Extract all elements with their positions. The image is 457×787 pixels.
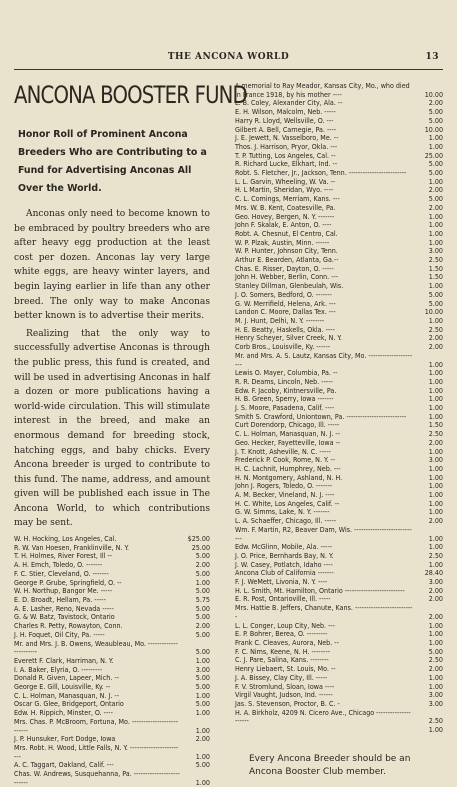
contribution-amount: 1.00 [195,577,210,587]
contribution-amount: 2.00 [428,185,443,195]
contribution-amount: 1.00 [428,681,443,691]
contribution-amount: 25.00 [191,542,210,552]
contributor-row [235,352,443,369]
contributor-name: John J. Rogers, Toledo, O. ------- [235,481,333,491]
page-number: 13 [425,52,439,62]
contributor-name: Thos. J. Harrison, Pryor, Okla. --- [235,141,338,151]
contributor-name: G. W. Merrifield, Helena, Ark. --- [235,298,336,308]
contribution-amount: 1.00 [428,725,443,735]
contribution-amount: 1.50 [428,263,443,273]
contributor-name: Lewis O. Mayer, Columbia, Pa. -- [235,368,338,378]
contribution-amount: 1.00 [428,559,443,569]
contributor-name: L. L. Garvin, Wheeling, W. Va. -- [235,176,336,186]
contributor-name: C. L. Holman, Manasquan, N. J. -- [235,429,340,439]
contribution-amount: 3.00 [195,664,210,674]
contributor-row [235,726,443,735]
contributor-name: Virgil Vaught, Judson, Ind. ------ [235,690,333,700]
contributor-name: F. J. WeMett, Livonia, N. Y. ---- [235,577,328,587]
contributor-name: J. O. Somers, Bedford, O. ------- [235,289,332,299]
contributor-name: T. H. Holmes, River Forest, Ill -- [14,551,113,561]
contribution-amount: 1.00 [428,228,443,238]
contribution-amount: 3.00 [428,455,443,465]
contribution-amount: 1.00 [428,542,443,552]
contribution-amount: 1.00 [428,638,443,647]
contributor-name: J. T. Knott, Asheville, N. C. ----- [235,446,331,456]
contribution-amount: 2.00 [428,664,443,674]
contribution-amount: 2.00 [428,202,443,212]
contributor-name: Mrs. W. B. Kent, Coatesville, Pa. [235,202,336,212]
contribution-amount: 2.00 [195,734,210,744]
contribution-amount: 5.00 [428,115,443,125]
contributor-name: H. E. Beatty, Haskells, Okla. ---- [235,324,335,334]
contribution-amount: 2.00 [195,621,210,631]
contribution-amount: 1.00 [428,403,443,413]
contribution-amount: 1.50 [428,272,443,282]
contributor-name: Mrs. Hattie B. Jeffers, Chanute, Kans. -------------------------- [235,603,413,621]
contributor-name: R. W. Van Hoesen, Franklinville, N. Y. [14,542,129,552]
contributor-name: Ancona Club of California ------- [235,568,334,578]
contributor-name: Edw. H. Rippich, Minster, O. ---- [14,708,113,718]
intro-paragraph-2: Realizing that the only way to successfully advertise Anconas is through the public press, this fund is created, and will be used in advertising Anconas in half a dozen or more publications having a world-wide circulation. This will stimulate interest in the breed, and make an enormous demand for breeding stock, hatching eggs, and baby chicks. Every Ancona breeder is urged to contribute to this fund. The name, address, and amount given will be published each issue in The Ancona World, to which contributions may be sent. [14,328,210,529]
contributor-row [14,718,210,735]
contribution-amount: 2.00 [195,560,210,570]
contribution-amount: 3.00 [428,577,443,587]
contributor-name: J. W. Casey, Potlatch, Idaho ---- [235,559,333,569]
contribution-amount: 1.00 [195,690,210,700]
contributor-name: R. Richard Lucke, Elkhart, Ind. -- [235,159,338,169]
contributor-row [235,604,443,621]
header-rule [14,69,443,70]
contribution-amount: 1.00 [428,237,443,247]
contribution-amount: 1.00 [428,220,443,230]
contribution-amount: 25.00 [424,150,443,160]
contributor-name: Geo. Hovey, Bergen, N. Y. ------- [235,211,335,221]
contributor-name: M. J. Hunt, Delhi, N. Y. -------- [235,315,325,325]
contribution-amount: 1.00 [195,708,210,718]
contribution-amount: 2.00 [428,437,443,447]
contributor-name: W. H. Northup, Bangor Me. ----- [14,586,113,596]
contribution-amount: 1.00 [428,490,443,500]
contributor-name: Henry Liebaert, St. Louis, Mo. -- [235,664,336,674]
contribution-amount: 5.00 [428,107,443,117]
contributor-row [235,526,443,543]
contribution-amount: 2.00 [428,333,443,343]
contribution-amount: 5.00 [195,647,210,657]
contribution-amount: 3.00 [428,246,443,256]
contribution-amount: 1.00 [428,629,443,639]
contributor-name: H. A. Birkholz, 4209 N. Cicero Ave., Chicago --------------------- [235,707,411,726]
contribution-amount: 1.00 [428,281,443,291]
contribution-amount: 10.00 [424,89,443,99]
contribution-amount: 2.00 [428,594,443,604]
booster-club-note: Every Ancona Breeder should be an Ancona Booster Club member. [249,753,411,777]
contribution-amount: 2.50 [428,255,443,265]
fund-title: ANCONA BOOSTER FUND [14,81,247,109]
contributor-name: L. L. Conger, Loup City, Neb. --- [235,620,336,630]
contributor-name: L. A. Schaeffer, Chicago, Ill. ----- [235,516,337,526]
contribution-amount: 1.00 [428,481,443,491]
contributor-name: Smith S. Crawford, Uniontown, Pa. -------------------------- [235,411,407,421]
contribution-amount: 3.00 [428,690,443,700]
contribution-amount: 5.00 [428,168,443,178]
contributor-name: Charles R. Petty, Rowayton, Conn. [14,621,123,631]
contribution-amount: 5.00 [195,612,210,622]
contributor-name: A. M. Becker, Vineland, N. J. ---- [235,490,335,500]
contributor-name: Arthur E. Bearden, Atlanta, Ga.-- [235,255,339,265]
contributor-name: J. P. Hunsuker, Fort Dodge, Iowa [14,734,116,744]
contributor-name: E. D. Broadt, Hellam, Pa. ----- [14,594,106,604]
contribution-amount: 5.00 [195,682,210,692]
left-column [14,81,247,787]
contributor-name: Frederick P. Cook, Rome, N. Y. -- [235,455,336,465]
contributor-name: A memorial to Ray Meador, Kansas City, Mo., who died in France 1918, by his mother ---- [235,81,410,99]
contributor-name: Robt. A. Chesnut, El Centro, Cal. [235,228,338,238]
contribution-amount: 10.00 [424,124,443,134]
contribution-amount: 1.00 [428,394,443,404]
contributor-name: F. C. Nims, Keene, N. H. -------- [235,646,330,656]
contributor-name: C. L. Comings, Merriam, Kans. --- [235,194,340,204]
contributor-name: I. A. Baker, Elyria, O. --------- [14,664,103,674]
contributor-name: R. R. Deams, Lincoln, Neb. ----- [235,376,333,386]
contribution-amount: 1.00 [428,376,443,386]
contributor-name: J. E. Jewett, N. Vasselboro, Me. -- [235,133,339,143]
contributor-name: H. L Martin, Sheridan, Wyo. ---- [235,185,334,195]
contribution-amount: 5.00 [428,298,443,308]
contribution-amount: 2.00 [428,611,443,621]
contributor-name: Chas. E. Risser, Dayton, O. ----- [235,263,334,273]
contribution-amount: 5.00 [195,673,210,683]
contributor-name: C. L. Holman, Manasquan, N. J. -- [14,690,119,700]
contributor-name: John F. Skalak, E. Anton, O. ---- [235,220,332,230]
contribution-amount: 5.00 [428,194,443,204]
contribution-amount: 1.00 [428,368,443,378]
contributor-name: A. C. Taggart, Oakland, Calif. --- [14,760,114,770]
contributor-name: Donald R. Given, Lapeer, Mich. -- [14,673,119,683]
contribution-amount: 1.00 [428,176,443,186]
contribution-amount: 1.00 [428,359,443,369]
contribution-amount: 2.00 [428,516,443,526]
contributor-name: Chas. W. Andrews, Susquehanna, Pa. -------------------------- [14,769,180,787]
contributor-name: Oscar G. Glee, Bridgeport, Ontario [14,699,124,709]
contributor-name: Mr. and Mrs. J. B. Owens, Weaubleau, Mo. ----------------------- [14,638,178,657]
contribution-amount: 1.00 [428,463,443,473]
contributor-name: John H. Webber, Berlin, Conn. --- [235,272,339,282]
contributor-name: C. J. Pare, Salina, Kans. -------- [235,655,329,665]
contributor-name: H. B. Green, Sperry, Iowa ------- [235,394,334,404]
contribution-amount: 1.00 [195,725,210,735]
contribution-amount: 5.00 [195,699,210,709]
contribution-amount: 5.00 [428,646,443,656]
contributor-name: G. W. Simms, Lake, N. Y. ------- [235,507,330,517]
page-header [14,52,443,66]
contributor-name: H. C. White, Los Angeles, Calif. -- [235,498,340,508]
intro-paragraph-1: Anconas only need to become known to be embraced by poultry breeders who are after heavy egg production at the least cost per dozen. Anconas lay very large white eggs, are heavy winter layers, and begin laying earlier in life than any other breed. The only way to make Anconas better known is to advertise their merits. [14,209,210,322]
contributor-name: J. O. Price, Bernhards Bay, N. Y. [235,550,334,560]
contributor-name: Geo. Hecker, Fayetteville, Iowa -- [235,437,341,447]
contribution-amount: 5.00 [195,551,210,561]
contribution-amount: 2.50 [428,655,443,665]
contributor-row [14,744,210,761]
contributor-name: H. N. Montgomery, Ashland, N. H. [235,472,343,482]
contributor-name: George P. Grube, Springfield, O. -- [14,577,122,587]
contributor-name: Gilbert A. Bell, Carnegie, Pa. ---- [235,124,337,134]
contributor-name: T. P. Tutting, Los Angeles, Cal. -- [235,150,336,160]
contributor-name: J. S. Moore, Pasadena, Calif. ---- [235,403,335,413]
contribution-amount: 5.00 [195,760,210,770]
contributor-name: J. H. Foquet, Oil City, Pa. ----- [14,629,105,639]
contribution-amount: 1.00 [428,498,443,508]
contribution-amount: 5.00 [195,629,210,639]
contribution-amount: 2.00 [428,342,443,352]
contribution-amount: 1.00 [428,533,443,543]
contribution-amount: 1.00 [428,620,443,630]
contributor-name: Edw. F. Jacoby, Kintnersville, Pa. [235,385,337,395]
contribution-amount: 1.00 [428,141,443,151]
contribution-amount: 2.50 [428,324,443,334]
contributor-name: G. & W. Batz, Tavistock, Ontario [14,612,115,622]
contributor-name: Mrs. Chas. P. McBroom, Fortuna, Mo. -------------------------- [14,716,178,735]
contribution-amount: 10.00 [424,307,443,317]
contributor-name: E. H. Wilson, Malcolm, Neb. ----- [235,107,336,117]
right-column [235,82,443,779]
contribution-amount: 1.00 [428,472,443,482]
contributor-name: F. V. Stromlund, Sloan, Iowa ---- [235,681,335,691]
right-contributor-list [235,82,443,735]
contributor-name: Stanley Dillman, Glenbeulah, Wis. [235,281,344,291]
contribution-amount: 1.00 [428,133,443,143]
contributor-name: Wm. F. Martin, R2, Beaver Dam, Wis. ---------------------------- [235,524,412,543]
contributor-row [235,82,443,99]
left-contributor-list [14,535,210,787]
contributor-name: Landon C. Moore, Dallas Tex. --- [235,307,336,317]
contributor-name: W. P. Plzak, Austin, Minn. ------ [235,237,330,247]
contribution-amount: 2.50 [428,550,443,560]
contributor-name: L. B. Coley, Alexander City, Ala. -- [235,98,343,108]
contribution-amount: 1.00 [428,385,443,395]
contributor-row [14,761,210,770]
contributor-name: J. A. Bissey, Clay City, Ill. ----- [235,672,328,682]
contributor-row [14,640,210,657]
contributor-name: Jas. S. Stevenson, Proctor, B. C. - [235,698,340,708]
contributor-name: Robt. S. Fletcher, Jr., Jackson, Tenn. ------------------------- [235,168,407,178]
contribution-amount: 1.00 [428,411,443,421]
contribution-amount: 1.50 [428,420,443,430]
contribution-amount: 1.00 [195,655,210,665]
contribution-amount: 1.00 [195,751,210,761]
contributor-name: Frank C. Cleaves, Aurora, Neb. -- [235,638,339,647]
contribution-amount: 5.75 [195,594,210,604]
contributor-name: Everett F. Clark, Harriman, N. Y. [14,655,114,665]
contribution-amount: 5.00 [195,568,210,578]
contributor-name: A. H. Emch, Toledo, O. ------- [14,560,103,570]
contribution-amount: 2.00 [428,98,443,108]
publication-title: THE ANCONA WORLD [167,52,290,62]
contribution-amount: 2.50 [428,716,443,726]
contribution-amount: 1.00 [428,315,443,325]
contributor-name: Mrs. Robt. H. Wood, Little Falls, N. Y. ------------------------ [14,742,179,761]
honor-roll-subtitle: Honor Roll of Prominent Ancona Breeders Who are Contributing to a Fund for Advertising Anconas All Over the World. [18,129,207,194]
contributor-name: A. E. Lasher, Reno, Nevada ----- [14,603,114,613]
contributor-name: H. C. Lachnit, Humphrey, Neb. --- [235,463,341,473]
contributor-name: F. C. Stier, Cleveland, O. ------- [14,568,109,578]
contribution-amount: 1.00 [428,211,443,221]
contributor-name: Edw. McGlinn, Mobile, Ala. ----- [235,542,332,552]
contributor-name: Harry R. Lloyd, Wellsville, O. --- [235,115,334,125]
contribution-amount: 2.00 [428,585,443,595]
contribution-amount: 28.40 [424,568,443,578]
contributor-name: E. R. Post, Ontarioville, Ill. ----- [235,594,331,604]
contributor-row [14,770,210,787]
contributor-name: Curt Dorendorp, Chicago, Ill. ----- [235,420,340,430]
contribution-amount: 3.00 [428,698,443,708]
contribution-amount: $25.00 [187,534,210,544]
contributor-row [235,709,443,726]
contribution-amount: 5.00 [428,289,443,299]
contributor-name: Corb Bros., Louisville, Ky. ------ [235,342,331,352]
contribution-amount: 5.00 [195,603,210,613]
contributor-name: W. P. Hunter, Johnson City, Tenn. [235,246,338,256]
contribution-amount: 1.00 [428,672,443,682]
contributor-name: Henry Scheyer, Silver Creek, N. Y. [235,333,342,343]
contributor-name: Mr. and Mrs. A. S. Lautz, Kansas City, Mo. ---------------------- [235,350,413,369]
contribution-amount: 5.00 [195,586,210,596]
contribution-amount: 2.50 [428,429,443,439]
contribution-amount: 1.00 [428,446,443,456]
contributor-name: George E. Gill, Louisville, Ky. -- [14,682,111,692]
contribution-amount: 1.00 [428,507,443,517]
contributor-name: W. H. Hocking, Los Angeles, Cal. [14,534,117,544]
contributor-name: H. L. Smith, Mt. Hamilton, Ontario -------------------------- [235,585,405,595]
contributor-name: E. P. Bohrer, Berea, O. --------- [235,629,328,639]
contribution-amount: 1.00 [195,777,210,787]
contribution-amount: 5.00 [428,159,443,169]
